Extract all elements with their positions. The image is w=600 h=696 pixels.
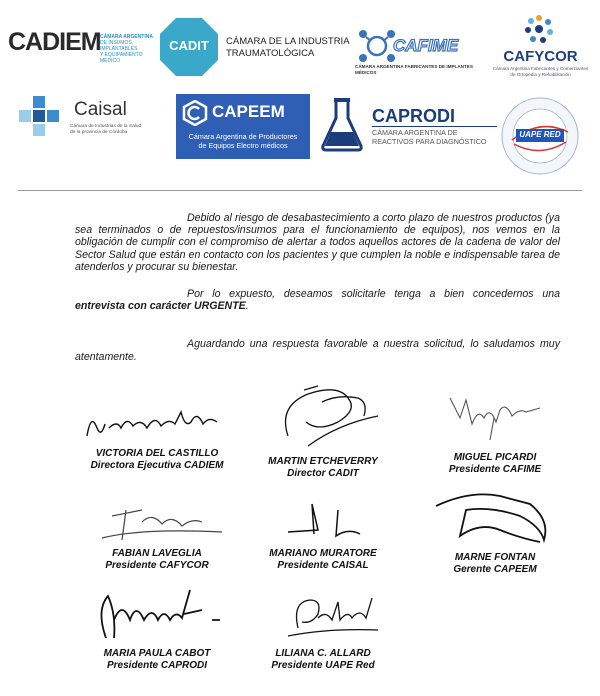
caisal-sub-1: Cámara de Industrias de la Salud bbox=[70, 124, 142, 129]
cadiem-name: CADIEM bbox=[8, 28, 101, 56]
logo-header bbox=[0, 0, 600, 185]
signature-1-image bbox=[77, 398, 237, 448]
signature-block-5 bbox=[228, 492, 418, 572]
signatory-name: VICTORIA DEL CASTILLO bbox=[95, 448, 219, 459]
signatory-name: FABIAN LAVEGLIA bbox=[112, 548, 202, 559]
signature-block-7 bbox=[62, 580, 252, 672]
cafycor-name: CAFYCOR bbox=[503, 48, 578, 65]
signatory-role: Presidente UAPE Red bbox=[271, 660, 375, 671]
signature-block-4 bbox=[62, 492, 252, 572]
capeem-logo bbox=[176, 94, 310, 159]
cadit-name: CADIT bbox=[169, 38, 209, 53]
paragraph-2-emphasis: entrevista con carácter URGENTE bbox=[75, 300, 246, 313]
paragraph-2: Por lo expuesto, deseamos solicitarle tenga a bien concedernos una entrevista con carácter URGENTE. bbox=[75, 288, 560, 313]
cadiem-logo bbox=[8, 28, 153, 68]
cafime-sub: CÁMARA ARGENTINA FABRICANTES DE IMPLANTES MÉDICOS bbox=[355, 64, 473, 75]
signature-6-image bbox=[420, 486, 570, 552]
caisal-cross-icon bbox=[18, 95, 60, 137]
capeem-symbol-icon bbox=[182, 100, 208, 126]
paragraph-3 bbox=[75, 338, 560, 362]
paragraph-3-text: Aguardando una respuesta favorable a nuestra solicitud, lo saludamos muy atentamente. bbox=[75, 338, 560, 363]
uape-name: UAPE RED bbox=[519, 130, 561, 139]
signatory-role: Presidente CAISAL bbox=[277, 560, 369, 571]
cafycor-dots-icon bbox=[524, 14, 554, 44]
paragraph-1-text: Debido al riesgo de desabastecimiento a corto plazo de nuestros productos (ya sea terminados o de repuestos/insumos para el funcionamiento de equipos), nos vemos en la obligación de cumplir con el compromiso de alertar a todos aquellos actores de la cadena de valor del Sector Salud que están en contacto con los pacientes y que cumplen la noble e indispensable tarea de atenderlos y procurar su bienestar. bbox=[75, 212, 560, 273]
cafime-name: CAFIME bbox=[393, 36, 459, 55]
caprodi-sub-2: REACTIVOS PARA DIAGNÓSTICO bbox=[372, 136, 487, 146]
signatory-role: Gerente CAPEEM bbox=[453, 564, 537, 575]
cadit-logo bbox=[158, 16, 353, 80]
signature-block-8 bbox=[228, 588, 418, 672]
cadit-line-1: CÁMARA DE LA INDUSTRIA bbox=[226, 36, 350, 47]
signature-block-6 bbox=[400, 486, 590, 576]
cafycor-logo bbox=[488, 14, 593, 84]
signature-block-3 bbox=[400, 378, 590, 476]
capeem-sub-2: de Equipos Electro médicos bbox=[198, 141, 288, 150]
caisal-logo bbox=[18, 95, 148, 145]
paragraph-1 bbox=[75, 212, 560, 273]
capeem-sub-1: Cámara Argentina de Productores bbox=[188, 132, 298, 141]
signature-4-image bbox=[82, 492, 232, 548]
paragraph-2-text: Por lo expuesto, deseamos solicitarle tenga a bien concedernos una bbox=[187, 288, 560, 301]
signature-8-image bbox=[248, 588, 398, 648]
caisal-sub-2: de la provincia de Córdoba bbox=[70, 130, 128, 135]
caisal-name: Caisal bbox=[74, 99, 127, 120]
cafime-molecule-icon bbox=[357, 28, 397, 64]
signature-7-image bbox=[72, 580, 242, 648]
signatory-role: Presidente CAPRODI bbox=[106, 660, 208, 671]
letter-body bbox=[75, 212, 560, 378]
cafime-logo bbox=[355, 28, 485, 78]
cadiem-sub-3: Y EQUIPAMIENTO MÉDICO bbox=[100, 52, 143, 64]
cadit-line-2: TRAUMATOLÓGICA bbox=[226, 48, 315, 59]
uape-logo bbox=[500, 96, 580, 176]
signatory-role: Directora Ejecutiva CADIEM bbox=[90, 460, 224, 471]
signature-2-image bbox=[248, 376, 398, 456]
signature-5-image bbox=[248, 492, 398, 548]
signatory-role: Presidente CAFIME bbox=[448, 464, 542, 475]
signatory-name: MIGUEL PICARDI bbox=[453, 452, 537, 463]
signatory-role: Director CADIT bbox=[287, 468, 359, 479]
caprodi-flask-icon bbox=[320, 96, 364, 152]
signatory-name: MARTIN ETCHEVERRY bbox=[268, 456, 378, 467]
caprodi-logo bbox=[320, 96, 495, 154]
signatory-name: MARIANO MURATORE bbox=[269, 548, 377, 559]
signature-block-1 bbox=[62, 398, 252, 472]
capeem-name: CAPEEM bbox=[212, 102, 285, 121]
cadiem-sub-2: DE INSUMOS, IMPLANTABLES bbox=[100, 40, 138, 52]
header-divider bbox=[18, 190, 582, 191]
signatory-name: MARNE FONTAN bbox=[454, 552, 536, 563]
caprodi-name: CAPRODI bbox=[372, 106, 456, 126]
signatory-name: MARIA PAULA CABOT bbox=[103, 648, 211, 659]
cafycor-sub-2: de Ortopedia y Rehabilitación bbox=[510, 72, 571, 77]
signatory-name: LILIANA C. ALLARD bbox=[275, 648, 371, 659]
cafycor-sub-1: Cámara Argentina Fabricantes y Comerciantes bbox=[492, 66, 589, 71]
cadiem-sub-1: CÁMARA ARGENTINA bbox=[100, 34, 153, 40]
caprodi-sub-1: CÁMARA ARGENTINA DE bbox=[372, 128, 458, 137]
signature-3-image bbox=[430, 378, 560, 452]
signatory-role: Presidente CAFYCOR bbox=[105, 560, 209, 571]
signature-block-2 bbox=[228, 376, 418, 480]
